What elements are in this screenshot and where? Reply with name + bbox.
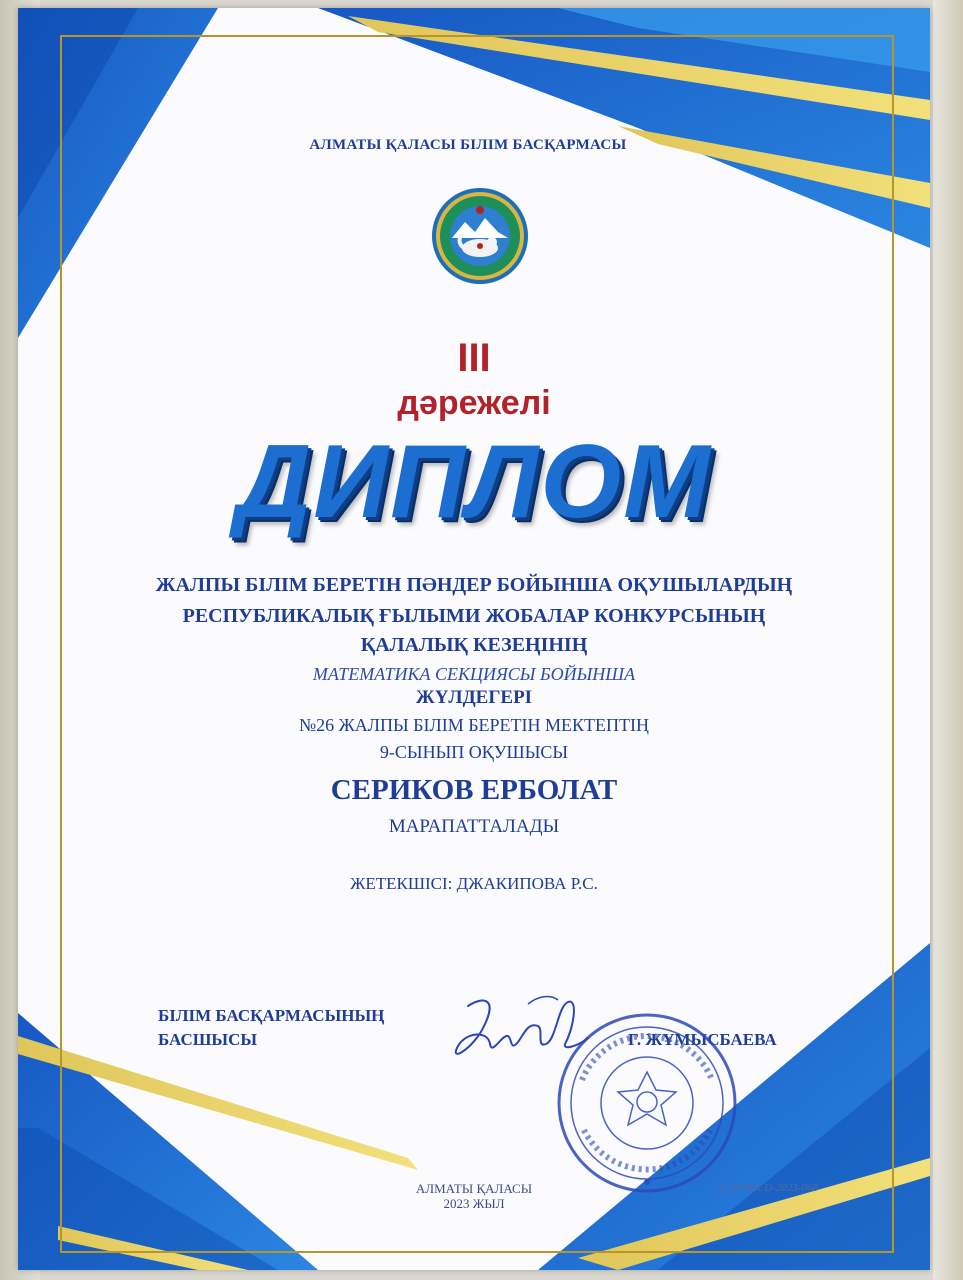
body-line-3: ҚАЛАЛЫҚ КЕЗЕҢІНІҢ xyxy=(360,634,588,656)
head-title-line-1: БІЛІМ БАСҚАРМАСЫНЫҢ xyxy=(158,1006,385,1025)
background-right xyxy=(933,0,963,1280)
year: 2023 ЖЫЛ xyxy=(443,1196,505,1211)
diploma-sheet xyxy=(18,8,930,1270)
supervisor-text: ЖЕТЕКШІСІ: ДЖАКИПОВА Р.С. xyxy=(350,874,598,893)
city-name: АЛМАТЫ ҚАЛАСЫ xyxy=(415,1181,533,1196)
degree-number: III xyxy=(457,336,491,380)
almaty-emblem-icon xyxy=(430,186,530,286)
head-title xyxy=(158,1004,384,1052)
body-line-2: РЕСПУБЛИКАЛЫҚ ҒЫЛЫМИ ЖОБАЛАР КОНКУРСЫНЫҢ xyxy=(182,605,766,627)
organization-name: АЛМАТЫ ҚАЛАСЫ БІЛІМ БАСҚАРМАСЫ xyxy=(309,137,627,153)
head-title-line-2: БАСШЫСЫ xyxy=(158,1030,258,1049)
degree-word: дәрежелі xyxy=(397,384,551,422)
prize-winner-line: ЖҮЛДЕГЕРІ xyxy=(415,687,533,708)
registration-number: № РҒЖК D-2023-068 xyxy=(718,1182,818,1194)
grade-line: 9-СЫНЫП ОҚУШЫСЫ xyxy=(379,742,569,762)
city-year xyxy=(374,1181,574,1211)
official-stamp-icon xyxy=(554,1010,740,1196)
body-line-1: ЖАЛПЫ БІЛІМ БЕРЕТІН ПӘНДЕР БОЙЫНША ОҚУШЫЛАРДЫҢ xyxy=(155,574,793,596)
head-name: Г. ЖҰМЫСБАЕВА xyxy=(628,1030,777,1049)
section-line: МАТЕМАТИКА СЕКЦИЯСЫ БОЙЫНША xyxy=(312,664,636,684)
diploma-title: ДИПЛОМ xyxy=(236,424,712,540)
school-line: №26 ЖАЛПЫ БІЛІМ БЕРЕТІН МЕКТЕПТІҢ xyxy=(298,715,650,735)
awarded-text: МАРАПАТТАЛАДЫ xyxy=(388,816,560,837)
recipient-name: СЕРИКОВ ЕРБОЛАТ xyxy=(330,774,618,806)
